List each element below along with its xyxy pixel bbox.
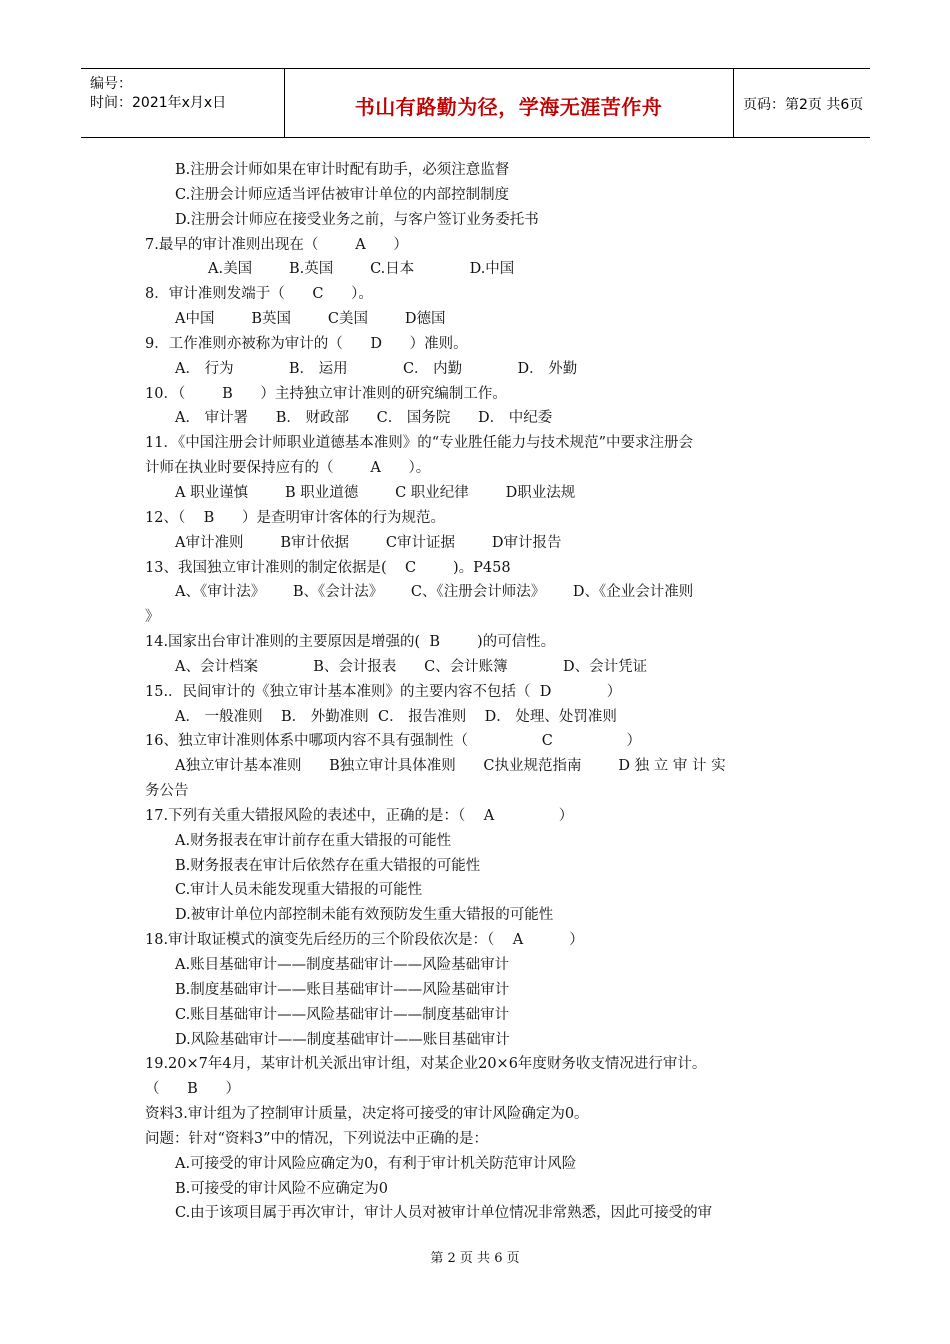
- text-line: 18.审计取证模式的演变先后经历的三个阶段依次是：（ A ）: [145, 932, 584, 949]
- document-body: [145, 158, 825, 1226]
- text-line: 务公告: [145, 783, 189, 800]
- text-line: B.可接受的审计风险不应确定为0: [175, 1180, 388, 1197]
- number-label: 编号：: [90, 76, 132, 92]
- text-line: （ B ）: [145, 1081, 240, 1098]
- text-line: C.由于该项目属于再次审计，审计人员对被审计单位情况非常熟悉，因此可接受的审: [175, 1205, 713, 1222]
- text-line: 17.下列有关重大错报风险的表述中，正确的是：（ A ）: [145, 807, 574, 824]
- text-line: A.财务报表在审计前存在重大错报的可能性: [175, 832, 452, 849]
- text-line: 8．审计准则发端于（ C ）。: [145, 286, 373, 303]
- text-line: C.注册会计师应适当评估被审计单位的内部控制制度: [175, 186, 510, 203]
- text-line: B.制度基础审计——账目基础审计——风险基础审计: [175, 981, 510, 998]
- text-line: C.审计人员未能发现重大错报的可能性: [175, 882, 423, 899]
- text-line: 10．（ B ）主持独立审计准则的研究编制工作。: [145, 385, 507, 402]
- text-line: 7.最早的审计准则出现在（ A ）: [145, 236, 408, 253]
- text-line: 15.．民间审计的《独立审计基本准则》的主要内容不包括（ D ）: [145, 683, 622, 700]
- text-line: A、《审计法》 B、《会计法》 C、《注册会计师法》 D、《企业会计准则: [175, 584, 694, 601]
- text-line: A． 一般准则 B． 外勤准则 C． 报告准则 D． 处理、处罚准则: [175, 708, 617, 725]
- text-line: A． 行为 B． 运用 C． 内勤 D． 外勤: [175, 360, 578, 377]
- text-line: A独立审计基本准则 B独立审计具体准则 C执业规范指南 D 独 立 审 计 实: [175, 758, 726, 775]
- text-line: A.美国 B.英国 C.日本 D.中国: [208, 261, 515, 278]
- text-line: A中国 B英国 C美国 D德国: [175, 311, 446, 328]
- header-motto-cell: [284, 69, 734, 137]
- text-line: A、会计档案 B、会计报表 C、会计账簿 D、会计凭证: [175, 658, 648, 675]
- text-line: 14.国家出台审计准则的主要原因是增强的( B )的可信性。: [145, 634, 556, 651]
- page-footer: 第 2 页 共 6 页: [430, 1251, 520, 1266]
- text-line: A.可接受的审计风险应确定为0，有利于审计机关防范审计风险: [175, 1155, 577, 1172]
- text-line: 12、（ B ）是查明审计客体的行为规范。: [145, 509, 445, 526]
- text-line: D.风险基础审计——制度基础审计——账目基础审计: [175, 1031, 510, 1048]
- text-line: 16、独立审计准则体系中哪项内容不具有强制性（ C ）: [145, 733, 642, 750]
- page-header: [81, 68, 870, 138]
- text-line: B.注册会计师如果在审计时配有助手，必须注意监督: [175, 162, 510, 178]
- text-line: A审计准则 B审计依据 C审计证据 D审计报告: [175, 534, 562, 551]
- text-line: A.账目基础审计——制度基础审计——风险基础审计: [175, 957, 510, 973]
- text-line: 资料3.审计组为了控制审计质量，决定将可接受的审计风险确定为0。: [145, 1106, 589, 1123]
- text-line: 问题：针对“资料3”中的情况，下列说法中正确的是：: [145, 1130, 489, 1147]
- text-line: D.注册会计师应在接受业务之前，与客户签订业务委托书: [175, 211, 539, 228]
- text-line: C.账目基础审计——风险基础审计——制度基础审计: [175, 1006, 510, 1023]
- text-line: 》: [145, 609, 160, 626]
- text-line: 13、我国独立审计准则的制定依据是( C )。P458: [145, 559, 511, 576]
- text-line: A． 审计署 B． 财政部 C． 国务院 D． 中纪委: [175, 410, 553, 427]
- text-line: 9．工作准则亦被称为审计的（ D ）准则。: [145, 335, 468, 352]
- header-page-cell: [733, 69, 870, 137]
- text-line: D.被审计单位内部控制未能有效预防发生重大错报的可能性: [175, 907, 554, 924]
- header-meta-cell: [81, 69, 285, 137]
- text-line: A 职业谨慎 B 职业道德 C 职业纪律 D职业法规: [175, 484, 576, 501]
- motto: 书山有路勤为径，学海无涯苦作舟: [354, 95, 663, 119]
- date-label: 时间：2021年x月x日: [90, 95, 227, 111]
- text-line: 19.20×7年4月，某审计机关派出审计组，对某企业20×6年度财务收支情况进行审计。: [145, 1056, 707, 1073]
- page-info: 页码：第2页 共6页: [743, 97, 864, 113]
- text-line: B.财务报表在审计后依然存在重大错报的可能性: [175, 857, 481, 874]
- text-line: 计师在执业时要保持应有的（ A ）。: [145, 460, 431, 477]
- text-line: 11．《中国注册会计师职业道德基本准则》的“专业胜任能力与技术规范”中要求注册会: [145, 435, 694, 452]
